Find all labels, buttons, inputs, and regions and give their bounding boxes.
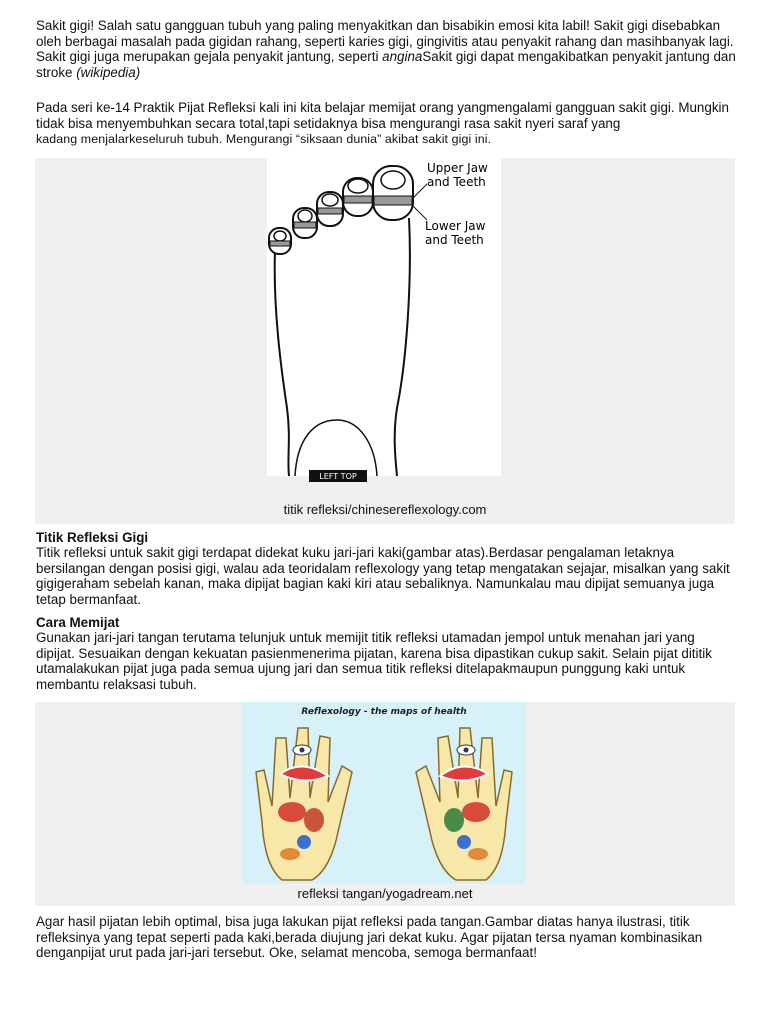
upper-jaw-label: Upper Jaw [427, 161, 488, 175]
wikipedia-reference: (wikipedia) [76, 64, 141, 80]
intro-text: Sakit gigi! Salah satu gangguan tubuh yang paling menyakitkan dan bisabikin emosi kita labil! Sakit gigi disebabkan oleh berbagai masalah pada gigidan rahang, seperti karies gigi, gingivitis atau penyakit rahang dan masihbanyak lagi. Sakit gigi juga merupakan gejala penyakit jantung, seperti [36, 18, 734, 65]
closing-paragraph: Agar hasil pijatan lebih optimal, bisa juga lakukan pijat refleksi pada tangan.Gambar diatas hanya ilustrasi, titik refleksinya yang tepat seperti pada kaki,berada diujung jari dekat kuku. Agar pijatan tersa nyaman kombinasikan denganpijat urut pada jari-jari tersebut. Oke, selamat mencoba, semoga bermanfaat! [36, 914, 703, 961]
reflexology-map-title: Reflexology - the maps of health [301, 707, 467, 717]
hand-reflexology-image [242, 702, 526, 884]
left-top-badge: LEFT TOP [319, 472, 357, 481]
series-paragraph [36, 100, 736, 148]
series-text: Pada seri ke-14 Praktik Pijat Refleksi kali ini kita belajar memijat orang yangmengalami gangguan sakit gigi. Mungkin tidak bisa menyembuhkan secara total,tapi setidaknya bisa mengurangi rasa sakit nyeri saraf yang [36, 100, 729, 131]
hand-figure-caption: refleksi tangan/yogadream.net [297, 886, 473, 901]
intro-paragraph [36, 18, 736, 80]
intro-text-2: Sakit gigi dapat mengakibatkan penyakit jantung dan stroke [36, 49, 736, 80]
lower-jaw-label: Lower Jaw [425, 219, 486, 233]
hand-maps-drawing [242, 702, 526, 884]
section-body-cara-memijat: Gunakan jari-jari tangan terutama telunjuk untuk memijit titik refleksi utamadan jempol untuk menahan jari yang dipijat. Sesuaikan dengan kekuatan pasienmenerima pijatan, karena bisa dipastikan cukup sakit. Selain pijat dititik utamalakukan pijat juga pada semua ujung jari dan semua titik refleksi ditelapakmaupun punggung kaki untuk membantu relaksasi tubuh. [36, 630, 712, 692]
foot-outline-drawing [267, 158, 501, 481]
foot-figure [35, 158, 735, 524]
hand-figure [35, 702, 735, 906]
section-title-titik-refleksi: Titik Refleksi Gigi [36, 530, 149, 545]
left-hand-map [256, 728, 352, 880]
section-title-cara-memijat: Cara Memijat [36, 615, 120, 630]
foot-figure-caption: titik refleksi/chinesereflexology.com [283, 502, 487, 517]
series-text-2: kadang menjalarkeseluruh tubuh. Mengurangi “siksaan dunia” akibat sakit gigi ini. [36, 132, 492, 147]
angina-term: angina [382, 49, 423, 65]
section-body-titik-refleksi: Titik refleksi untuk sakit gigi terdapat didekat kuku jari-jari kaki(gambar atas).Berdasar pengalaman letaknya bersilangan dengan posisi gigi, walau ada teoridalam reflexology yang tetap mengatakan sejajar, misalkan yang sakit gigigeraham sebelah kanan, maka dipijat bagian kaki kiri atau sebaliknya. Namunkalau mau dipijat semuanya juga tetap bermanfaat. [36, 545, 730, 607]
right-hand-map [416, 728, 512, 880]
lower-jaw-label-2: and Teeth [425, 233, 484, 247]
foot-reflexology-image [267, 158, 501, 481]
upper-jaw-label-2: and Teeth [427, 175, 486, 189]
